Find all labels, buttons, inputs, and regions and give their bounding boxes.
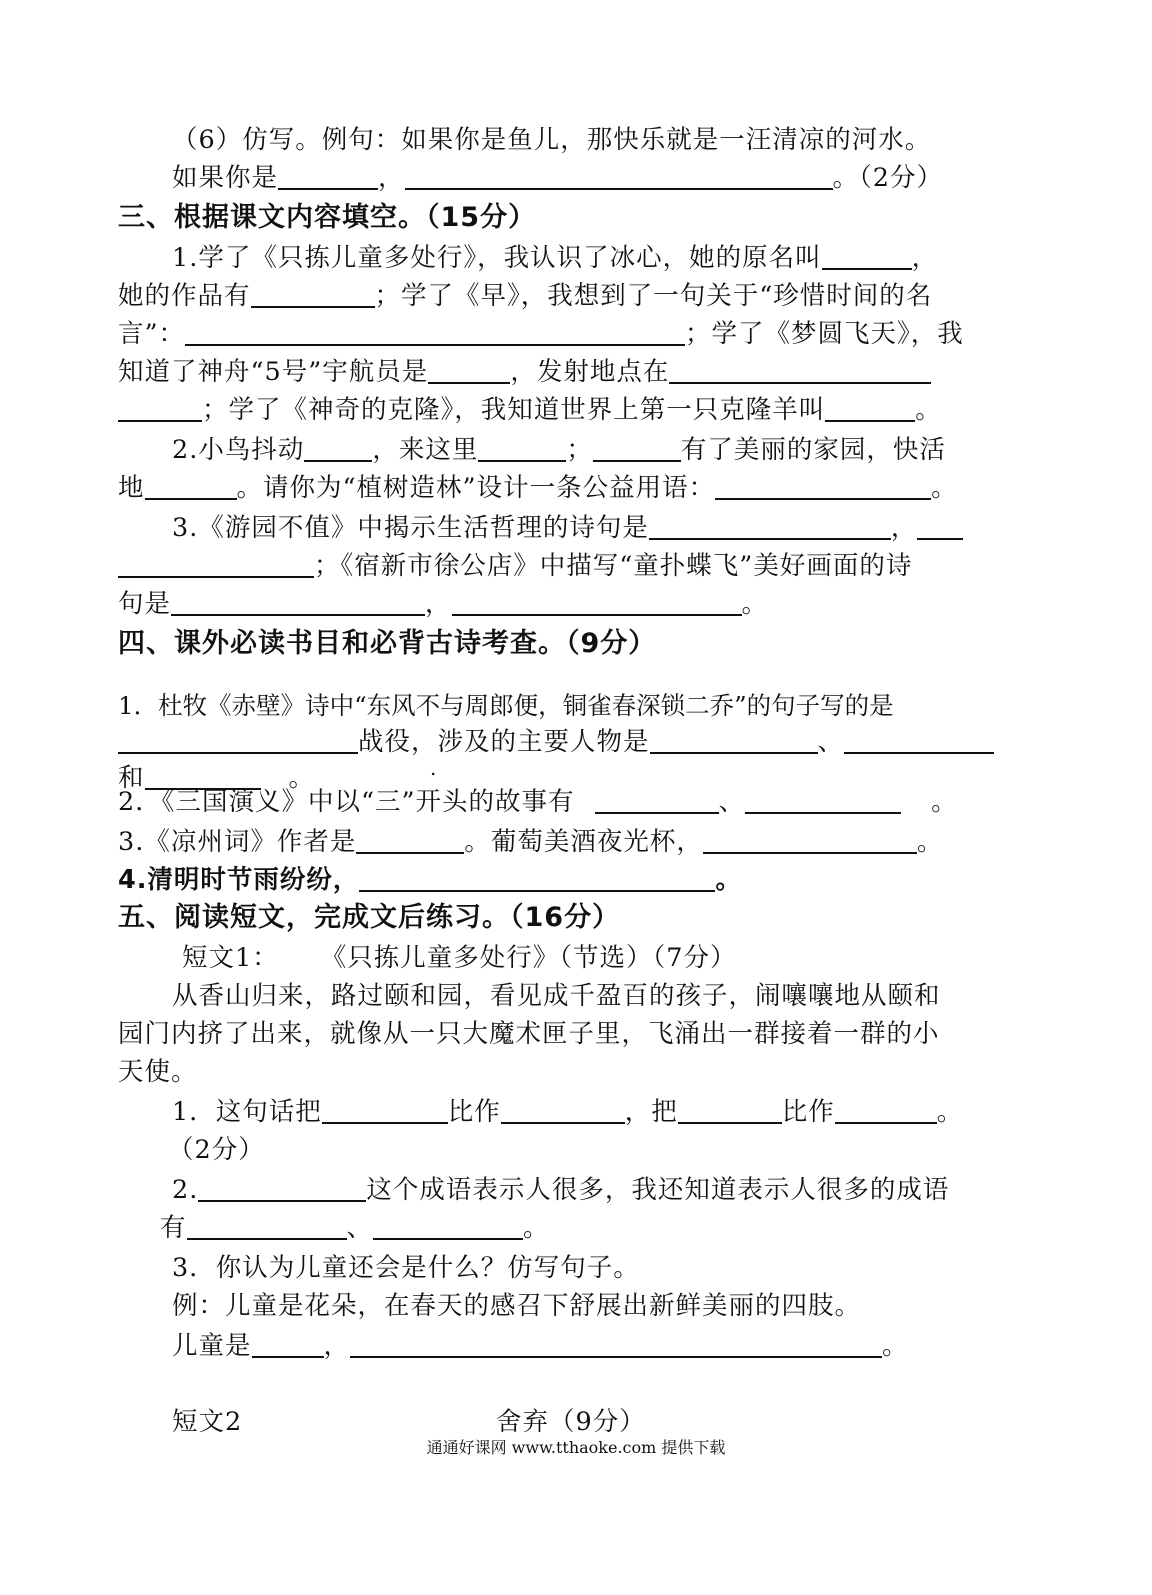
s3-q3-juzhi: 句是	[118, 589, 172, 619]
s5-q2-number: 2.	[172, 1175, 199, 1205]
s4-q2-line	[118, 782, 958, 822]
s3-q3-line3	[118, 584, 768, 624]
s5-q3-prefix: 儿童是	[172, 1331, 252, 1361]
s3-q2-text-a: 2.小鸟抖动	[172, 435, 305, 465]
s5-q2-blank-1[interactable]	[187, 1208, 347, 1240]
s4-q2-blank-2[interactable]	[745, 782, 901, 814]
section-3-heading: 三、根据课文内容填空。（15分）	[118, 202, 537, 233]
s5-q2-dun: 、	[346, 1213, 374, 1243]
s3-q1-blank-sheep[interactable]	[825, 390, 915, 422]
s5-q1-text-b: 比作	[447, 1097, 501, 1127]
s5-q3-line1: 3．你认为儿童还会是什么？仿写句子。	[172, 1253, 640, 1283]
s5-q3-blank-2[interactable]	[350, 1326, 882, 1358]
s3-q1-line1	[172, 238, 938, 278]
s5-q2-blank-2[interactable]	[373, 1208, 523, 1240]
s5-q1-blank-1[interactable]	[322, 1092, 448, 1124]
s3-q2-semicolon: ；	[566, 435, 593, 465]
s3-q1-blank-astronaut[interactable]	[428, 352, 510, 384]
s4-q4-text: 4.清明时节雨纷纷，	[118, 865, 360, 895]
s3-q1-comma: ，	[911, 243, 939, 273]
s3-q2-line2	[118, 468, 958, 508]
q6-score: 。（2分）	[832, 163, 944, 193]
section-4-heading: 四、课外必读书目和必背古诗考查。（9分）	[118, 628, 657, 659]
s5-q1-text-d: 比作	[781, 1097, 835, 1127]
s3-q3-blank-4[interactable]	[452, 584, 742, 616]
s5-passage1-text-3: 天使。	[118, 1057, 198, 1087]
s5-q1-text-a: 1．这句话把	[172, 1097, 322, 1127]
page-footer: 通通好课网 www.tthaoke.com 提供下载	[426, 1438, 726, 1457]
s3-q3-blank-2-cont[interactable]	[118, 546, 314, 578]
s5-q3-period: 。	[882, 1331, 909, 1361]
s3-q1-site-label: ，发射地点在	[510, 357, 670, 387]
s4-q1-people-label: 战役，涉及的主要人物是	[358, 727, 650, 757]
stray-dot: .	[430, 756, 437, 780]
s4-q1-blank-battle[interactable]	[118, 722, 358, 754]
s4-q3-blank-author[interactable]	[356, 822, 464, 854]
s5-q3-blank-1[interactable]	[252, 1326, 324, 1358]
s3-q3-line2	[118, 546, 912, 586]
q6-blank-2[interactable]	[405, 158, 833, 190]
s3-q2-blank-4[interactable]	[145, 468, 237, 500]
s4-q1-line1: 1．杜牧《赤壁》诗中“东风不与周郎便，铜雀春深锁二乔”的句子写的是	[118, 691, 894, 720]
s4-q2-blank-1[interactable]	[595, 782, 719, 814]
s5-passage1-label: 短文1：	[182, 943, 279, 973]
s3-q2-slogan-label: 。请你为“植树造林”设计一条公益用语：	[236, 473, 716, 503]
s3-q2-text-b: ，来这里	[372, 435, 479, 465]
q6-prefix: 如果你是	[172, 163, 279, 193]
s5-q1-line	[172, 1092, 963, 1132]
s3-q2-line1	[172, 430, 946, 470]
s3-q1-blank-works[interactable]	[251, 276, 375, 308]
q6-instruction: （6）仿写。例句：如果你是鱼儿，那快乐就是一汪清凉的河水。	[172, 125, 932, 155]
s4-q2-period: 。	[931, 787, 958, 817]
s3-q3-blank-1[interactable]	[649, 508, 891, 540]
s3-q3-comma: ，	[890, 513, 918, 543]
s5-q2-line1	[172, 1170, 949, 1210]
s5-passage1-text-2: 园门内挤了出来，就像从一只大魔术匣子里，飞涌出一群接着一群的小	[118, 1019, 940, 1049]
s3-q3-line1	[172, 508, 963, 548]
s5-q2-blank-idiom[interactable]	[198, 1170, 366, 1202]
s3-q2-blank-slogan[interactable]	[715, 468, 931, 500]
s3-q1-blank-quote[interactable]	[185, 314, 685, 346]
s3-q1-text: 1.学了《只拣儿童多处行》，我认识了冰心，她的原名叫	[172, 243, 822, 273]
q6-comma: ，	[378, 163, 405, 193]
s3-q3-blank-3[interactable]	[171, 584, 425, 616]
s4-q3-text: 3.《凉州词》作者是	[118, 827, 357, 857]
s3-q1-line3	[118, 314, 964, 354]
s3-q3-text-b: ；《宿新市徐公店》中描写“童扑蝶飞”美好画面的诗	[314, 551, 913, 581]
s3-q3-text-a: 3.《游园不值》中揭示生活哲理的诗句是	[172, 513, 649, 543]
section-5-heading: 五、阅读短文，完成文后练习。（16分）	[118, 902, 621, 933]
s3-q1-quote-label: 言”：	[118, 319, 186, 349]
s3-q3-blank-2[interactable]	[917, 508, 963, 540]
s4-q3-line	[118, 822, 943, 862]
s5-q1-blank-4[interactable]	[835, 1092, 937, 1124]
s5-q3-line3	[172, 1326, 909, 1366]
s3-q1-clone-text: ；学了《神奇的克隆》，我知道世界上第一只克隆羊叫	[202, 395, 826, 425]
s4-q1-blank-person-2[interactable]	[844, 722, 994, 754]
s3-q1-works-label: 她的作品有	[118, 281, 251, 311]
s3-q1-astronaut-label: 知道了神舟“5号”宇航员是	[118, 357, 429, 387]
s3-q3-comma-2: ，	[425, 589, 452, 619]
s5-passage1-title: 《只拣儿童多处行》（节选）（7分）	[320, 943, 737, 973]
s3-q1-line5	[118, 390, 942, 430]
s3-q1-blank-site[interactable]	[669, 352, 931, 384]
s4-q4-blank[interactable]	[359, 860, 715, 892]
s5-q3-line2: 例：儿童是花朵，在春天的感召下舒展出新鲜美丽的四肢。	[172, 1291, 862, 1321]
s5-q2-you: 有	[160, 1213, 187, 1243]
s5-q2-text: 这个成语表示人很多，我还知道表示人很多的成语	[366, 1175, 950, 1205]
s3-q1-blank-name[interactable]	[822, 238, 912, 270]
s3-q2-blank-1[interactable]	[304, 430, 372, 462]
s4-q4-line	[118, 860, 742, 900]
s5-q1-blank-2[interactable]	[501, 1092, 625, 1124]
s5-q3-comma: ，	[323, 1331, 351, 1361]
s5-passage1-header	[182, 938, 736, 978]
q6-answer-line	[172, 158, 943, 198]
s4-q1-line2	[118, 722, 994, 762]
s4-q3-poem-line: 。葡萄美酒夜光杯，	[464, 827, 703, 857]
s5-q2-line2	[160, 1208, 550, 1248]
q6-blank-1[interactable]	[278, 158, 378, 190]
s5-q1-text-c: ，把	[624, 1097, 678, 1127]
s5-q1-score: （2分）	[168, 1135, 265, 1165]
s3-q2-text-d: 有了美丽的家园，快活	[680, 435, 946, 465]
s5-passage2-title: 舍弃（9分）	[496, 1407, 646, 1437]
s4-q2-dun: 、	[718, 787, 746, 817]
s4-q3-period: 。	[916, 827, 944, 857]
s4-q1-blank-person-1[interactable]	[650, 722, 818, 754]
s3-q1-period: 。	[915, 395, 942, 425]
s4-q1-he: 和	[118, 763, 145, 793]
s5-q2-period: 。	[523, 1213, 550, 1243]
s4-q4-period: 。	[715, 865, 742, 895]
s5-q1-period: 。	[936, 1097, 964, 1127]
s4-q2-text: 2．《三国演义》中以“三”开头的故事有	[118, 787, 575, 817]
s4-q1-period: 。	[288, 763, 316, 793]
s4-q3-blank-next-line[interactable]	[703, 822, 917, 854]
s3-q1-line2	[118, 276, 932, 316]
s3-q1-blank-site-cont[interactable]	[118, 390, 202, 422]
s3-q1-zao-text: ；学了《早》，我想到了一句关于“珍惜时间的名	[374, 281, 933, 311]
s3-q1-dream-text: ；学了《梦圆飞天》，我	[685, 319, 964, 349]
s3-q2-period: 。	[931, 473, 958, 503]
s3-q2-blank-3[interactable]	[593, 430, 681, 462]
s5-q1-blank-3[interactable]	[678, 1092, 782, 1124]
s5-passage2-label: 短文2	[172, 1407, 243, 1437]
s5-passage1-text-1: 从香山归来，路过颐和园，看见成千盈百的孩子，闹嚷嚷地从颐和	[172, 981, 941, 1011]
s3-q2-blank-2[interactable]	[478, 430, 566, 462]
s3-q3-period: 。	[741, 589, 769, 619]
s4-q1-dun: 、	[817, 727, 845, 757]
s3-q2-di: 地	[118, 473, 145, 503]
s3-q1-line4	[118, 352, 931, 392]
